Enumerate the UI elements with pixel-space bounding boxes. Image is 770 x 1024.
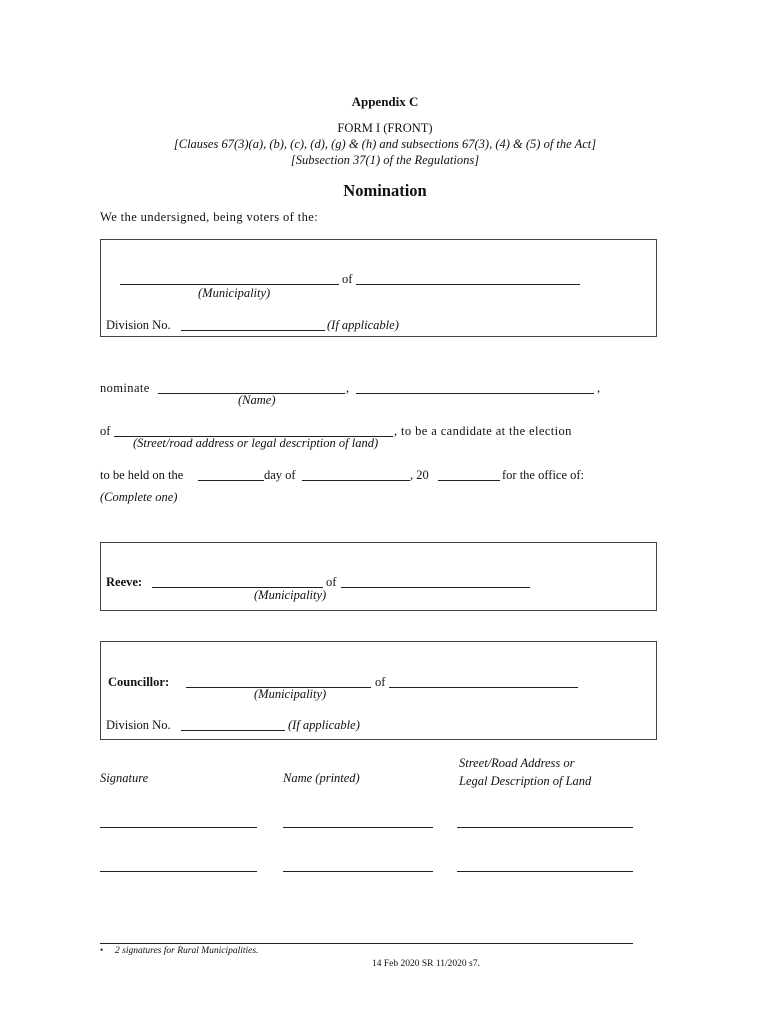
if-applicable-hint: (If applicable) (327, 318, 399, 332)
footer-bullet: • (100, 945, 104, 955)
councillor-municipality-hint: (Municipality) (254, 687, 327, 701)
address-column-header-line2: Legal Description of Land (459, 774, 592, 788)
appendix-heading: Appendix C (351, 94, 419, 109)
name-hint: (Name) (238, 393, 276, 407)
held-on-label: to be held on the (100, 468, 184, 482)
reeve-municipality-hint: (Municipality) (254, 588, 327, 602)
election-month-field[interactable] (302, 480, 410, 481)
intro-text: We the undersigned, being voters of the: (100, 210, 319, 224)
footer-citation: 14 Feb 2020 SR 11/2020 s7. (372, 959, 480, 969)
municipality-hint: (Municipality) (198, 286, 271, 300)
reeve-of-label: of (326, 575, 337, 589)
reeve-municipality-field[interactable] (341, 587, 530, 588)
name-field-1[interactable] (283, 827, 433, 828)
year-prefix: , 20 (410, 468, 429, 482)
councillor-box (100, 641, 657, 740)
nominate-comma-1: , (346, 381, 350, 395)
day-of-label: day of (264, 468, 296, 482)
reeve-box (100, 542, 657, 611)
municipality-type-field[interactable] (356, 284, 580, 285)
address-of-label: of (100, 424, 111, 438)
signature-field-1[interactable] (100, 827, 257, 828)
name-column-header: Name (printed) (283, 771, 360, 785)
signature-field-2[interactable] (100, 871, 257, 872)
municipality-name-field[interactable] (120, 284, 339, 285)
councillor-municipality-field[interactable] (389, 687, 578, 688)
of-label: of (342, 272, 353, 286)
complete-one-hint: (Complete one) (100, 490, 178, 504)
election-day-field[interactable] (198, 480, 264, 481)
address-field-2[interactable] (457, 871, 633, 872)
address-column-header-line1: Street/Road Address or (459, 756, 575, 770)
councillor-of-label: of (375, 675, 386, 689)
nominate-label: nominate (100, 381, 150, 395)
name-field-2[interactable] (283, 871, 433, 872)
councillor-division-field[interactable] (181, 730, 285, 731)
signature-column-header: Signature (100, 771, 149, 785)
candidate-text: , to be a candidate at the election (394, 424, 572, 438)
election-year-field[interactable] (438, 480, 500, 481)
division-label: Division No. (106, 318, 171, 332)
address-field-1[interactable] (457, 827, 633, 828)
nominee-name-extra-field[interactable] (356, 393, 594, 394)
councillor-division-label: Division No. (106, 718, 171, 732)
reeve-label: Reeve: (106, 575, 143, 589)
form-heading: FORM I (FRONT) (337, 121, 433, 135)
councillor-label: Councillor: (108, 675, 170, 689)
footer-note: 2 signatures for Rural Municipalities. (115, 946, 259, 956)
division-number-field[interactable] (181, 330, 325, 331)
footer-divider (100, 943, 633, 944)
subsection-reference: [Subsection 37(1) of the Regulations] (290, 153, 480, 167)
page-title: Nomination (343, 181, 427, 200)
councillor-if-applicable-hint: (If applicable) (288, 718, 360, 732)
nominate-comma-2: , (597, 381, 601, 395)
clauses-reference: [Clauses 67(3)(a), (b), (c), (d), (g) & (h) and subsections 67(3), (4) & (5) of the Act] (173, 137, 597, 151)
address-hint: (Street/road address or legal description of land) (133, 436, 379, 450)
for-office-label: for the office of: (502, 468, 585, 482)
municipality-box (100, 239, 657, 337)
